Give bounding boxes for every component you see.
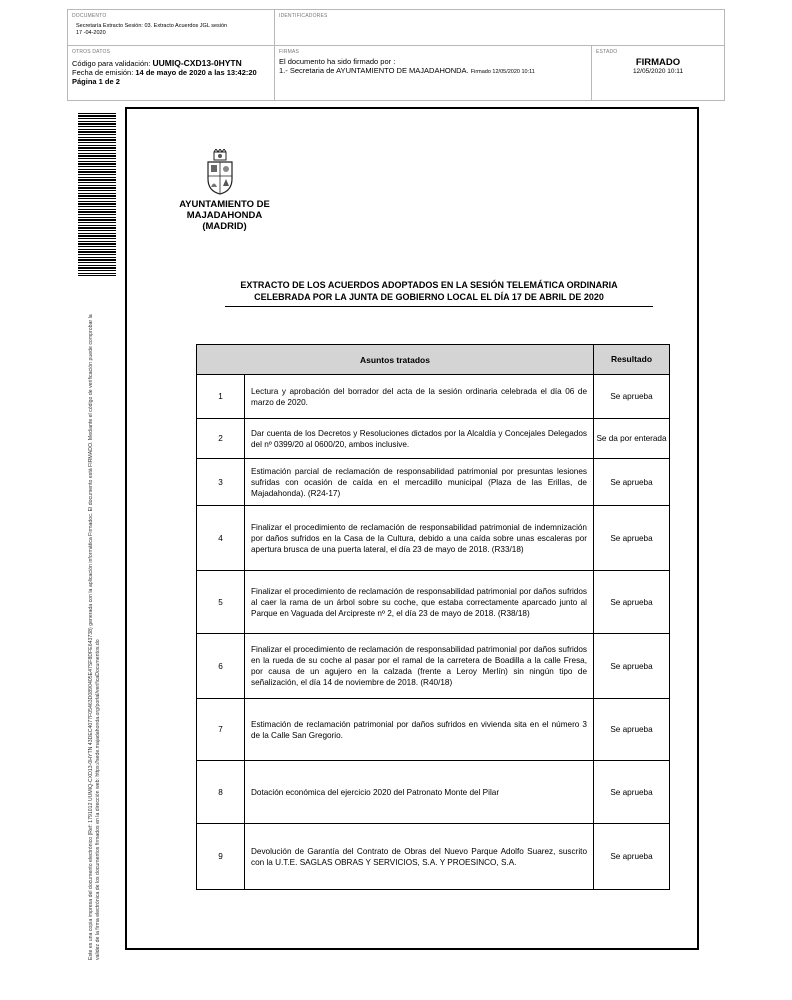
header-documento [67, 9, 275, 46]
row-number: 5 [197, 571, 245, 634]
header-resultado: Resultado [594, 345, 670, 375]
table-row [197, 506, 670, 571]
row-description: Finalizar el procedimiento de reclamación de responsabilidad patrimonial de indemnización por daños sufridos en la Casa de la Cultura, debido a una caída sobre unas escaleras por apertura brusca de una puerta lateral, el día 23 de mayo de 2018. (R33/18) [245, 506, 594, 571]
fecha-label: Fecha de emisión: [72, 68, 134, 77]
title-line1: EXTRACTO DE LOS ACUERDOS ADOPTADOS EN LA SESIÓN TELEMÁTICA ORDINARIA [240, 280, 618, 290]
table-row [197, 634, 670, 699]
documento-caption: DOCUMENTO [72, 13, 107, 19]
header-firmas [274, 45, 592, 101]
codigo-line [72, 59, 270, 68]
verification-sidetext: Este es una copia impresa del documento electrónico (Ref: 1791012 UUMIQ-CXD13-0HYTN 43DEC4077F05463D0890405E47SF8DFE643738) generada con la aplicación informática Firmadoc. El documento está FIRMADO. Mediante el código de verificación puede comprobar la validez de la firma electrónica de los documentos firmados en la dirección web: https://sede.majadahonda.org/portal/verificaDocumentos.do [88, 314, 101, 960]
table-row [197, 419, 670, 459]
header-otros [67, 45, 275, 101]
row-number: 7 [197, 699, 245, 761]
table-row [197, 699, 670, 761]
row-number: 1 [197, 375, 245, 419]
table-header-row [197, 345, 670, 375]
barcode [78, 113, 116, 276]
row-description: Devolución de Garantía del Contrato de Obras del Nuevo Parque Adolfo Suarez, suscrito con la U.T.E. SAGLAS OBRAS Y SERVICIOS, S.A. Y PROESINCO, S.A. [245, 824, 594, 890]
estado-caption: ESTADO [596, 49, 618, 55]
header-estado [591, 45, 725, 101]
table-row [197, 761, 670, 824]
row-description: Finalizar el procedimiento de reclamación de responsabilidad patrimonial por daños sufridos en la rueda de su coche al pasar por el ramal de la carretera de Boadilla a la calle Fresa, por causa de un agujero en la calzada (frente a Leroy Merlín) sin ningún tipo de señalización, el día 14 de noviembre de 2018. (R40/18) [245, 634, 594, 699]
row-description: Dotación económica del ejercicio 2020 del Patronato Monte del Pilar [245, 761, 594, 824]
row-result: Se aprueba [594, 375, 670, 419]
pagina: Página 1 de 2 [72, 77, 120, 86]
row-result: Se aprueba [594, 459, 670, 506]
firmas-caption: FIRMAS [279, 49, 300, 55]
row-number: 6 [197, 634, 245, 699]
row-result: Se aprueba [594, 571, 670, 634]
document-page [125, 107, 699, 950]
header-asuntos: Asuntos tratados [197, 345, 594, 375]
row-description: Estimación de reclamación patrimonial por daños sufridos en vivienda sita en el número 3 de la Calle San Gregorio. [245, 699, 594, 761]
firmas-signer: 1.- Secretaria de AYUNTAMIENTO DE MAJADAHONDA. [279, 66, 469, 75]
title-underline [225, 306, 653, 307]
row-number: 9 [197, 824, 245, 890]
table-row [197, 459, 670, 506]
row-description: Dar cuenta de los Decretos y Resoluciones dictados por la Alcaldía y Concejales Delegados del nº 0399/20 al 0600/20, ambos inclusive. [245, 419, 594, 459]
organization-name [177, 199, 272, 232]
row-result: Se aprueba [594, 761, 670, 824]
row-result: Se da por enterada [594, 419, 670, 459]
firmas-line2 [279, 66, 587, 77]
estado-date: 12/05/2020 10:11 [632, 68, 684, 75]
org-line2: MAJADAHONDA [186, 210, 263, 221]
row-number: 3 [197, 459, 245, 506]
org-line1: AYUNTAMIENTO DE [179, 199, 270, 210]
firmas-date: Firmado 12/05/2020 10:11 [470, 69, 535, 75]
identificadores-caption: IDENTIFICADORES [279, 13, 328, 19]
row-description: Finalizar el procedimiento de reclamación de responsabilidad patrimonial por daños sufridos al caer la rama de un árbol sobre su coche, que estaba correctamente aparcado junto al Parque en Vaguada del Arcipreste nº 2, el día 23 de mayo de 2018. (R38/18) [245, 571, 594, 634]
row-result: Se aprueba [594, 824, 670, 890]
fecha-line [72, 68, 270, 77]
firmas-line1: El documento ha sido firmado por : [279, 57, 396, 66]
fecha-value: 14 de mayo de 2020 a las 13:42:20 [135, 68, 257, 77]
coat-of-arms-icon [205, 149, 235, 195]
codigo-value: UUMIQ-CXD13-0HYTN [152, 58, 242, 68]
estado-value: FIRMADO [635, 57, 681, 68]
documento-value: Secretaría Extracto Sesión: 03. Extracto Acuerdos JGL sesión 17 -04-2020 [76, 23, 228, 36]
table-row [197, 571, 670, 634]
codigo-label: Código para validación: [72, 59, 151, 68]
header-identificadores [274, 9, 725, 46]
otros-caption: OTROS DATOS [72, 49, 111, 55]
row-number: 4 [197, 506, 245, 571]
row-result: Se aprueba [594, 699, 670, 761]
row-number: 8 [197, 761, 245, 824]
org-line3: (MADRID) [202, 221, 247, 232]
row-number: 2 [197, 419, 245, 459]
row-description: Lectura y aprobación del borrador del acta de la sesión ordinaria celebrada el día 06 de marzo de 2020. [245, 375, 594, 419]
table-row [197, 824, 670, 890]
row-result: Se aprueba [594, 506, 670, 571]
acuerdos-table [196, 344, 670, 890]
table-row [197, 375, 670, 419]
document-title [209, 279, 649, 303]
row-result: Se aprueba [594, 634, 670, 699]
row-description: Estimación parcial de reclamación de responsabilidad patrimonial por presuntas lesiones sufridas con ocasión de caída en el mercadillo municipal (Plaza de las Erillas, de Majadahonda). (R24-17) [245, 459, 594, 506]
title-line2: CELEBRADA POR LA JUNTA DE GOBIERNO LOCAL EL DÍA 17 DE ABRIL DE 2020 [254, 292, 604, 302]
